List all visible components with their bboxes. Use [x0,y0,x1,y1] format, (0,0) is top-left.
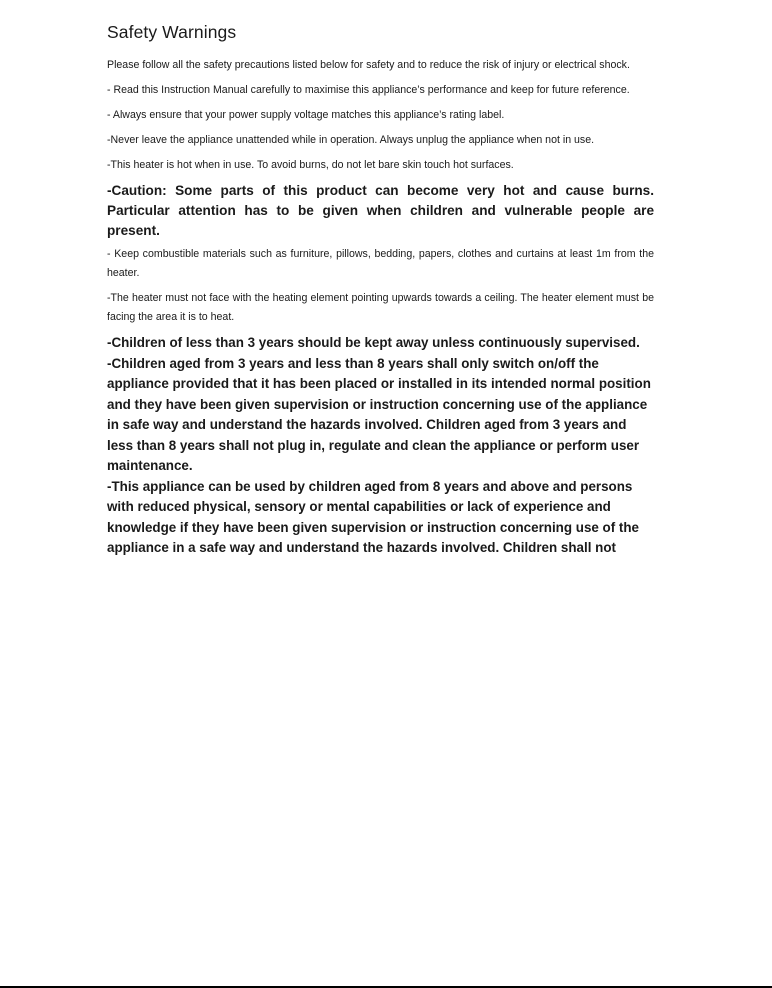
children-under-3-paragraph: -Children of less than 3 years should be kept away unless continuously supervised. [107,335,640,350]
children-8-plus-paragraph: -This appliance can be used by children aged from 8 years and above and persons with reduced physical, sensory or mental capabilities or lack of experience and knowledge if they have been given supervision or instruction concerning use of the appliance in a safe way and understand the hazards involved. Children shall not [107,478,640,555]
document-page [107,22,654,559]
intro-paragraph: Please follow all the safety precautions listed below for safety and to reduce the risk of injury or electrical shock. [107,59,630,71]
unattended-paragraph: -Never leave the appliance unattended while in operation. Always unplug the appliance when not in use. [107,134,595,146]
voltage-paragraph: - Always ensure that your power supply voltage matches this appliance’s rating label. [107,109,505,121]
heating-element-paragraph: -The heater must not face with the heating element pointing upwards towards a ceiling. The heater element must be facing the area it is to heat. [107,292,654,323]
document-title: Safety Warnings [107,22,237,42]
caution-paragraph: -Caution: Some parts of this product can become very hot and cause burns. Particular attention has to be given when children and vulnerable people are present. [107,183,654,238]
children-3-to-8-paragraph: -Children aged from 3 years and less than 8 years shall only switch on/off the appliance provided that it has been placed or installed in its intended normal position and they have been given supervision or instruction concerning use of the appliance in safe way and understand the hazards involved. Children aged from 3 years and less than 8 years shall not plug in, regulate and clean the appliance or perform user maintenance. [107,355,651,473]
instruction-manual-paragraph: - Read this Instruction Manual carefully to maximise this appliance’s performance and keep for future reference. [107,84,630,96]
combustible-materials-paragraph: - Keep combustible materials such as furniture, pillows, bedding, papers, clothes and curtains at least 1m from the heater. [107,248,654,279]
hot-surface-paragraph: -This heater is hot when in use. To avoid burns, do not let bare skin touch hot surfaces. [107,159,514,171]
